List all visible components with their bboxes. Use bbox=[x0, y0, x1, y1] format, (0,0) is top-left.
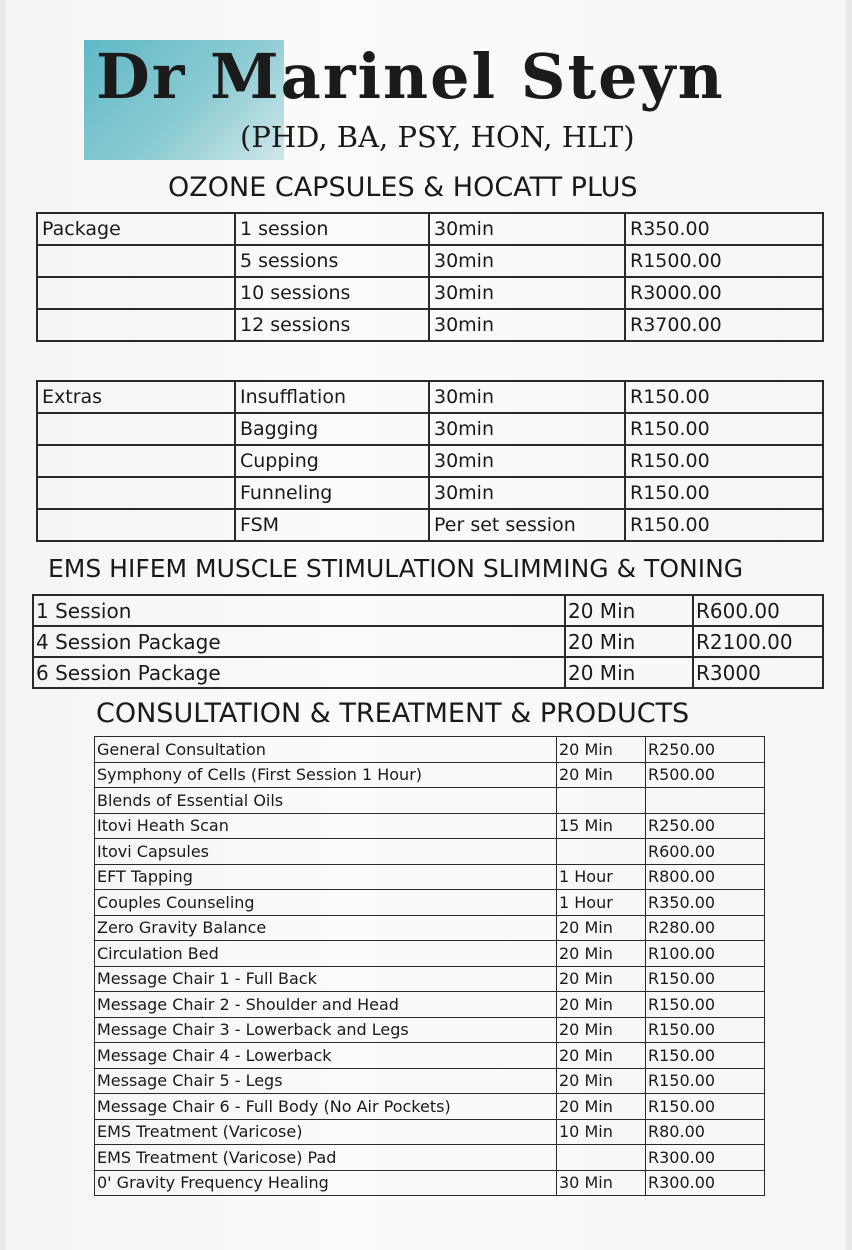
duration: 20 Min bbox=[557, 966, 646, 992]
duration: 30min bbox=[429, 381, 625, 413]
duration bbox=[557, 839, 646, 865]
price: R1500.00 bbox=[625, 245, 823, 277]
extras-row bbox=[37, 445, 823, 477]
duration: Per set session bbox=[429, 509, 625, 541]
item-name: Blends of Essential Oils bbox=[95, 788, 557, 814]
price: R300.00 bbox=[646, 1170, 765, 1196]
practitioner-name: Dr Marinel Steyn bbox=[96, 40, 725, 113]
price: R150.00 bbox=[625, 413, 823, 445]
duration: 30min bbox=[429, 477, 625, 509]
item-name: 0' Gravity Frequency Healing bbox=[95, 1170, 557, 1196]
price: R100.00 bbox=[646, 941, 765, 967]
item-name: Message Chair 6 - Full Body (No Air Pockets) bbox=[95, 1094, 557, 1120]
price: R300.00 bbox=[646, 1145, 765, 1171]
item-name: Message Chair 4 - Lowerback bbox=[95, 1043, 557, 1069]
duration: 20 Min bbox=[557, 1068, 646, 1094]
item-name: Itovi Capsules bbox=[95, 839, 557, 865]
duration: 20 Min bbox=[557, 992, 646, 1018]
consult-row bbox=[95, 813, 765, 839]
duration: 20 Min bbox=[565, 657, 693, 688]
consult-row bbox=[95, 839, 765, 865]
consult-row bbox=[95, 1145, 765, 1171]
consult-row bbox=[95, 941, 765, 967]
consult-row bbox=[95, 737, 765, 763]
item-name: Symphony of Cells (First Session 1 Hour) bbox=[95, 762, 557, 788]
extras-table bbox=[36, 380, 824, 542]
duration: 30min bbox=[429, 245, 625, 277]
consultation-table bbox=[94, 736, 765, 1196]
consult-row bbox=[95, 1043, 765, 1069]
item-name: Funneling bbox=[235, 477, 429, 509]
ozone-section-title: OZONE CAPSULES & HOCATT PLUS bbox=[168, 172, 638, 203]
duration: 20 Min bbox=[557, 941, 646, 967]
price: R150.00 bbox=[646, 1017, 765, 1043]
duration: 20 Min bbox=[557, 1043, 646, 1069]
ems-row bbox=[33, 626, 823, 657]
price: R150.00 bbox=[625, 477, 823, 509]
category-label: Extras bbox=[37, 381, 235, 413]
package-row bbox=[37, 309, 823, 341]
item-name: 1 Session bbox=[33, 595, 565, 626]
qualifications: (PHD, BA, PSY, HON, HLT) bbox=[240, 120, 635, 154]
item-name: 4 Session Package bbox=[33, 626, 565, 657]
item-name: Couples Counseling bbox=[95, 890, 557, 916]
price: R250.00 bbox=[646, 737, 765, 763]
duration: 20 Min bbox=[565, 595, 693, 626]
item-name: Cupping bbox=[235, 445, 429, 477]
consult-row bbox=[95, 1068, 765, 1094]
price: R150.00 bbox=[625, 381, 823, 413]
price: R150.00 bbox=[646, 992, 765, 1018]
item-name: Message Chair 5 - Legs bbox=[95, 1068, 557, 1094]
item-name: Message Chair 1 - Full Back bbox=[95, 966, 557, 992]
price: R150.00 bbox=[625, 509, 823, 541]
duration: 20 Min bbox=[557, 915, 646, 941]
price: R3000.00 bbox=[625, 277, 823, 309]
duration: 20 Min bbox=[565, 626, 693, 657]
category-label bbox=[37, 413, 235, 445]
duration: 20 Min bbox=[557, 1094, 646, 1120]
category-label bbox=[37, 245, 235, 277]
category-label: Package bbox=[37, 213, 235, 245]
duration: 30 Min bbox=[557, 1170, 646, 1196]
price: R600.00 bbox=[646, 839, 765, 865]
consult-row bbox=[95, 762, 765, 788]
item-name: 5 sessions bbox=[235, 245, 429, 277]
consult-row bbox=[95, 1170, 765, 1196]
price: R500.00 bbox=[646, 762, 765, 788]
item-name: EMS Treatment (Varicose) bbox=[95, 1119, 557, 1145]
item-name: Message Chair 2 - Shoulder and Head bbox=[95, 992, 557, 1018]
item-name: FSM bbox=[235, 509, 429, 541]
price: R150.00 bbox=[646, 1068, 765, 1094]
duration: 15 Min bbox=[557, 813, 646, 839]
price: R150.00 bbox=[625, 445, 823, 477]
duration bbox=[557, 1145, 646, 1171]
consult-row bbox=[95, 1017, 765, 1043]
extras-row bbox=[37, 381, 823, 413]
price bbox=[646, 788, 765, 814]
package-table bbox=[36, 212, 824, 342]
consult-row bbox=[95, 864, 765, 890]
price: R150.00 bbox=[646, 1094, 765, 1120]
consult-row bbox=[95, 966, 765, 992]
ems-row bbox=[33, 657, 823, 688]
consult-section-title: CONSULTATION & TREATMENT & PRODUCTS bbox=[96, 698, 690, 729]
duration: 20 Min bbox=[557, 762, 646, 788]
price: R3000 bbox=[693, 657, 823, 688]
duration: 30min bbox=[429, 445, 625, 477]
duration: 1 Hour bbox=[557, 864, 646, 890]
duration: 30min bbox=[429, 213, 625, 245]
item-name: Itovi Heath Scan bbox=[95, 813, 557, 839]
ems-row bbox=[33, 595, 823, 626]
price: R600.00 bbox=[693, 595, 823, 626]
category-label bbox=[37, 277, 235, 309]
price: R280.00 bbox=[646, 915, 765, 941]
item-name: Message Chair 3 - Lowerback and Legs bbox=[95, 1017, 557, 1043]
consult-row bbox=[95, 915, 765, 941]
price: R800.00 bbox=[646, 864, 765, 890]
category-label bbox=[37, 309, 235, 341]
duration: 30min bbox=[429, 277, 625, 309]
item-name: EFT Tapping bbox=[95, 864, 557, 890]
extras-row bbox=[37, 509, 823, 541]
item-name: Circulation Bed bbox=[95, 941, 557, 967]
category-label bbox=[37, 445, 235, 477]
duration: 20 Min bbox=[557, 1017, 646, 1043]
price: R350.00 bbox=[625, 213, 823, 245]
price: R150.00 bbox=[646, 1043, 765, 1069]
price: R80.00 bbox=[646, 1119, 765, 1145]
duration bbox=[557, 788, 646, 814]
item-name: 6 Session Package bbox=[33, 657, 565, 688]
category-label bbox=[37, 509, 235, 541]
item-name: General Consultation bbox=[95, 737, 557, 763]
package-row bbox=[37, 213, 823, 245]
duration: 20 Min bbox=[557, 737, 646, 763]
duration: 30min bbox=[429, 309, 625, 341]
package-row bbox=[37, 245, 823, 277]
price: R250.00 bbox=[646, 813, 765, 839]
consult-row bbox=[95, 1094, 765, 1120]
item-name: 1 session bbox=[235, 213, 429, 245]
extras-row bbox=[37, 477, 823, 509]
ems-table bbox=[32, 594, 824, 689]
item-name: 10 sessions bbox=[235, 277, 429, 309]
consult-row bbox=[95, 1119, 765, 1145]
consult-row bbox=[95, 890, 765, 916]
item-name: Bagging bbox=[235, 413, 429, 445]
duration: 30min bbox=[429, 413, 625, 445]
item-name: 12 sessions bbox=[235, 309, 429, 341]
duration: 1 Hour bbox=[557, 890, 646, 916]
item-name: EMS Treatment (Varicose) Pad bbox=[95, 1145, 557, 1171]
consult-row bbox=[95, 788, 765, 814]
price: R3700.00 bbox=[625, 309, 823, 341]
duration: 10 Min bbox=[557, 1119, 646, 1145]
price: R2100.00 bbox=[693, 626, 823, 657]
extras-row bbox=[37, 413, 823, 445]
price: R150.00 bbox=[646, 966, 765, 992]
ems-section-title: EMS HIFEM MUSCLE STIMULATION SLIMMING & TONING bbox=[48, 554, 744, 583]
category-label bbox=[37, 477, 235, 509]
price: R350.00 bbox=[646, 890, 765, 916]
consult-row bbox=[95, 992, 765, 1018]
item-name: Insufflation bbox=[235, 381, 429, 413]
item-name: Zero Gravity Balance bbox=[95, 915, 557, 941]
package-row bbox=[37, 277, 823, 309]
